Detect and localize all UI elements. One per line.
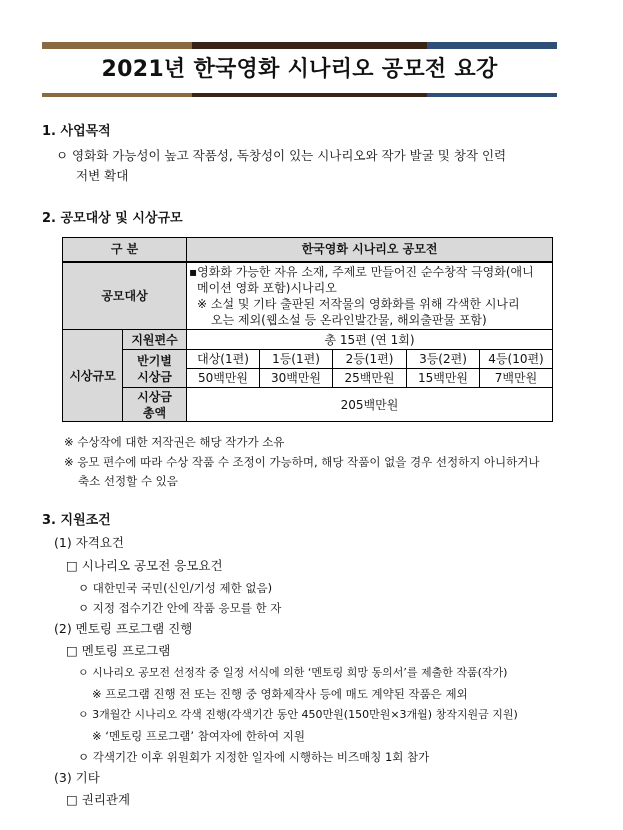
prize-amount: 30백만원 <box>260 369 333 388</box>
total-prize-label <box>123 388 187 422</box>
section-1-heading: 1. 사업목적 <box>42 124 111 139</box>
section-3-heading: 3. 지원조건 <box>42 513 111 528</box>
prize-rank: 1등(1편) <box>260 350 333 369</box>
target-line-4: 오는 제외(웹소설 등 온라인발간물, 해외출판물 포함) <box>211 312 487 327</box>
qualification-bullet-2: ㅇ 지정 접수기간 안에 작품 응모를 한 자 <box>78 601 282 615</box>
subsection-other: (3) 기타 <box>54 770 100 785</box>
table-header-category: 구 분 <box>63 238 187 262</box>
prize-label-line-1: 반기별 <box>137 353 172 368</box>
award-scale-label: 시상규모 <box>63 330 123 422</box>
prize-rank: 대상(1편) <box>187 350 260 369</box>
target-line-3: ※ 소설 및 기타 출판된 저작물의 영화화를 위해 각색한 시나리 <box>197 296 520 311</box>
target-line-1: ▪영화화 가능한 자유 소재, 주제로 만들어진 순수창작 극영화(애니 <box>189 264 534 279</box>
target-line-2: 메이션 영화 포함)시나리오 <box>197 280 337 295</box>
target-label: 공모대상 <box>63 262 187 330</box>
prize-amount: 7백만원 <box>480 369 553 388</box>
qualification-box-item: □ 시나리오 공모전 응모요건 <box>66 558 223 573</box>
prize-amount: 15백만원 <box>407 369 480 388</box>
prize-amount: 25백만원 <box>333 369 407 388</box>
section-2-note-2-line-2: 축소 선정할 수 있음 <box>78 474 178 488</box>
submission-count-value: 총 15편 (연 1회) <box>187 330 553 350</box>
document-title: 2021년 한국영화 시나리오 공모전 요강 <box>101 57 498 82</box>
prize-rank: 4등(10편) <box>480 350 553 369</box>
section-2-note-1: ※ 수상작에 대한 저작권은 해당 작가가 소유 <box>64 435 285 449</box>
mentoring-bullet-1-note: ※ 프로그램 진행 전 또는 진행 중 영화제작사 등에 매도 계약된 작품은 제외 <box>92 687 468 701</box>
subsection-mentoring: (2) 멘토링 프로그램 진행 <box>54 621 193 636</box>
mentoring-bullet-1: ㅇ 시나리오 공모전 선정작 중 일정 서식에 의한 ‘멘토링 희망 동의서’를 제출한 작품(작가) <box>78 666 508 679</box>
section-1-bullet-line-1: ㅇ 영화화 가능성이 높고 작품성, 독창성이 있는 시나리오와 작가 발굴 및 창작 인력 <box>56 148 507 163</box>
total-label-line-1: 시상금 <box>137 389 172 404</box>
mentoring-bullet-2: ㅇ 3개월간 시나리오 각색 진행(각색기간 동안 450만원(150만원×3개월) 창작지원금 지원) <box>78 708 518 721</box>
award-table <box>62 237 553 422</box>
section-1-bullet-line-2: 저변 확대 <box>76 168 129 183</box>
qualification-bullet-1: ㅇ 대한민국 국민(신인/기성 제한 없음) <box>78 581 273 595</box>
prize-label-line-2: 시상금 <box>137 369 172 384</box>
rights-box-item: □ 권리관계 <box>66 792 131 807</box>
total-label-line-2: 총액 <box>142 405 167 420</box>
total-prize-value: 205백만원 <box>187 388 553 422</box>
target-description <box>187 262 553 330</box>
table-header-contest: 한국영화 시나리오 공모전 <box>187 238 553 262</box>
mentoring-bullet-3: ㅇ 각색기간 이후 위원회가 지정한 일자에 시행하는 비즈매칭 1회 참가 <box>78 750 430 764</box>
submission-count-label: 지원편수 <box>123 330 187 350</box>
subsection-qualification: (1) 자격요건 <box>54 535 124 550</box>
mentoring-box-item: □ 멘토링 프로그램 <box>66 643 171 658</box>
section-2-note-2-line-1: ※ 응모 편수에 따라 수상 작품 수 조정이 가능하며, 해당 작품이 없을 경우 선정하지 아니하거나 <box>64 455 540 469</box>
prize-amount: 50백만원 <box>187 369 260 388</box>
mentoring-bullet-2-note: ※ ‘멘토링 프로그램’ 참여자에 한하여 지원 <box>92 729 305 743</box>
prize-rank: 2등(1편) <box>333 350 407 369</box>
section-2-heading: 2. 공모대상 및 시상규모 <box>42 211 183 226</box>
prize-rank: 3등(2편) <box>407 350 480 369</box>
semiannual-prize-label <box>123 350 187 388</box>
title-top-bar <box>42 42 557 49</box>
title-bottom-bar <box>42 93 557 97</box>
